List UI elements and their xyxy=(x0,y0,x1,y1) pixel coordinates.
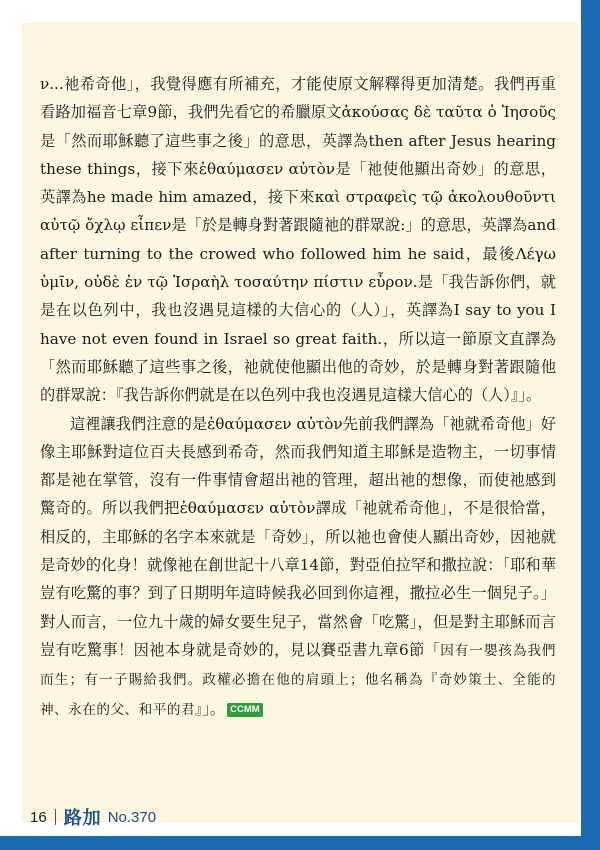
bottom-accent-bar xyxy=(0,836,600,850)
paragraph-1 xyxy=(40,70,556,410)
paragraph-2-closing: 」。 xyxy=(202,699,226,718)
magazine-logo: 路加 xyxy=(63,808,102,829)
page-footer xyxy=(30,806,156,828)
right-accent-bar xyxy=(581,0,600,850)
paragraph-2-text: 這裡讓我們注意的是ἐθαύμασεν αὐτὸν先前我們譯為「祂就希奇他」好像主耶穌對這位百夫長感到希奇，然而我們知道主耶穌是造物主，一切事情都是祂在掌管，沒有一件事情會超出祂的管理，超出祂的想像，而使祂感到驚奇的。所以我們把ἐθαύμασεν αὐτὸν譯成「祂就希奇他」，不是很恰當，相反的，主耶穌的名字本來就是「奇妙」，所以祂也會使人顯出奇妙，因祂就是奇妙的化身！就像祂在創世記十八章14節，對亞伯拉罕和撒拉說：「耶和華豈有吃驚的事？到了日期明年這時候我必回到你這裡，撒拉必生一個兒子。」對人而言，一位九十歲的婦女要生兒子，當然會「吃驚」，但是對主耶穌而言豈有吃驚事！因祂本身就是奇妙的，見以賽亞書九章6節「 xyxy=(40,414,556,659)
isaiah-verse-quote: 因有一嬰孩為我們而生；有一子賜給我們。政權必擔在他的肩頭上；他名稱為『奇妙策士、全能的 神、永在的父、和平的君』 xyxy=(40,642,571,718)
page-number: 16 xyxy=(30,808,47,826)
footer-divider xyxy=(55,809,56,825)
paragraph-1-text: ν...祂希奇他」，我覺得應有所補充，才能使原文解釋得更加清楚。我們再重看路加福音七章9節，我們先看它的希臘原文ἀκούσας δὲ ταῦτα ὁ Ἰησοῦς是「然而耶穌聽了這些事之後」的意思，英譯為then after Jesus hearing these things，接下來ἐθαύμασεν αὐτὸν是「祂使他顯出奇妙」的意思，英譯為he made him amazed，接下來καὶ στραφεὶς τῷ ἀκολουθοῦντι αὐτῷ ὄχλῳ εἶπεν是「於是轉身對著跟隨祂的群眾說:」的意思，英譯為and after turning to the crowed who followed him he said，最後Λέγω ὑμῖν, οὐδὲ ἐν τῷ Ἰσραὴλ τοσαύτην πίστιν εὗρον.是「我告訴你們，就是在以色列中，我也沒遇見這樣的大信心的（人）」，英譯為I say to you I have not even found in Israel so great faith.，所以這一節原文直譯為「然而耶穌聽了這些事之後，祂就使他顯出他的奇妙，於是轉身對著跟隨他的群眾說：『我告訴你們就是在以色列中我也沒遇見這樣大信心的（人）』」。 xyxy=(40,75,556,405)
paragraph-2 xyxy=(40,410,571,724)
ccmm-badge: CCMM xyxy=(227,703,263,717)
article-body xyxy=(40,70,571,724)
issue-number: No.370 xyxy=(107,808,157,826)
